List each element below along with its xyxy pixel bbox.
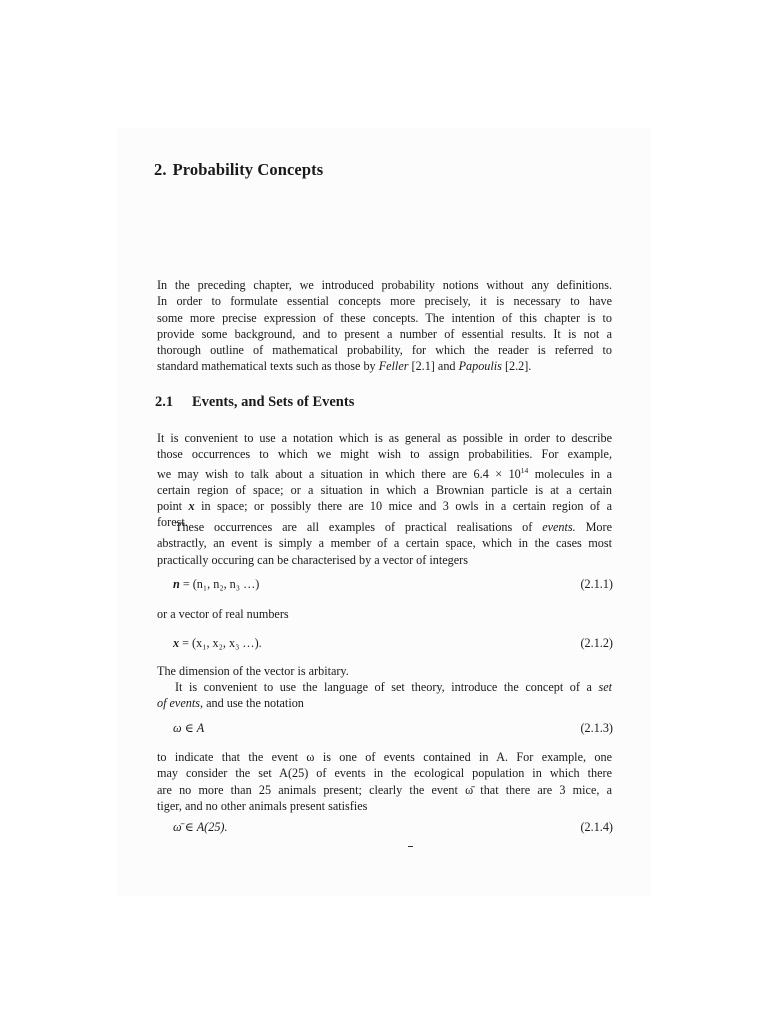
equation-number: (2.1.1) xyxy=(580,577,613,591)
text-line: are no more than 25 animals present; clearly the event ω̄ that there are 3 mice, a xyxy=(157,782,612,797)
text-line: to indicate that the event ω is one of events contained in A. For example, one xyxy=(157,750,612,764)
equation-number: (2.1.4) xyxy=(580,820,613,834)
equation-2-1-1: n = (n₁, n₂, n₃ …) (2.1.1) xyxy=(173,577,613,591)
text-line: thorough outline of mathematical probability, for which the reader is referred to xyxy=(157,343,612,358)
equation-number: (2.1.2) xyxy=(580,636,613,650)
reference-author: Feller xyxy=(378,359,409,374)
paragraph-4 xyxy=(157,749,612,814)
paragraph-3 xyxy=(157,679,612,712)
text-line: practically occuring can be characterised by a vector of integers xyxy=(157,552,468,567)
text-between: or a vector of real numbers xyxy=(157,607,289,621)
text-line: These occurrences are all examples of practical realisations of events. More xyxy=(175,520,612,534)
page-mark xyxy=(408,846,413,847)
text-line: point x in space; or possibly there are 10 mice and 3 owls in a certain region of a xyxy=(157,499,612,514)
chapter-heading xyxy=(154,160,323,180)
equation-2-1-2: x = (x₁, x₂, x₃ …). (2.1.2) xyxy=(173,636,613,650)
text-line: In order to formulate essential concepts more precisely, it is necessary to have xyxy=(157,294,612,309)
text-line: In the preceding chapter, we introduced probability notions without any definitions. xyxy=(157,278,612,292)
intro-paragraph xyxy=(157,277,612,375)
text-line: certain region of space; or a situation in which a Brownian particle is at a certain xyxy=(157,482,612,497)
text-line: forest. xyxy=(157,515,188,530)
text-line: may consider the set A(25) of events in the ecological population in which there xyxy=(157,766,612,781)
equation-number: (2.1.3) xyxy=(580,721,613,735)
reference-author: Papoulis xyxy=(458,359,502,374)
equation-2-1-4: ω̄ ∈ A(25). (2.1.4) xyxy=(173,820,613,834)
chapter-number: 2. xyxy=(154,160,167,179)
section-title: Events, and Sets of Events xyxy=(192,394,355,410)
chapter-title: Probability Concepts xyxy=(172,160,324,179)
text-line: standard mathematical texts such as those by Feller [2.1] and Papoulis [2.2]. xyxy=(157,359,532,374)
text-line: tiger, and no other animals present satisfies xyxy=(157,798,368,813)
text-line: provide some background, and to present a number of essential results. It is not a xyxy=(157,326,612,341)
text-line: some more precise expression of these concepts. The intention of this chapter is to xyxy=(157,310,612,325)
text-line: abstractly, an event is simply a member of a certain space, which in the cases most xyxy=(157,536,612,551)
paragraph-1 xyxy=(157,430,612,531)
dimension-sentence: The dimension of the vector is arbitary. xyxy=(157,664,349,678)
text-line: It is convenient to use a notation which is as general as possible in order to describe xyxy=(157,431,612,445)
section-number: 2.1 xyxy=(155,394,174,410)
equation-2-1-3: ω ∈ A (2.1.3) xyxy=(173,721,613,735)
text-line: we may wish to talk about a situation in which there are $6.4 \times 10^{14}$ molecules in a xyxy=(157,465,612,481)
paragraph-2 xyxy=(157,519,612,568)
text-line: those occurrences to which we might wish to assign probabilities. For example, xyxy=(157,447,612,462)
section-heading xyxy=(155,394,354,411)
text-line: of events, and use the notation xyxy=(157,696,304,711)
text-line: It is convenient to use the language of set theory, introduce the concept of a set xyxy=(175,680,612,694)
